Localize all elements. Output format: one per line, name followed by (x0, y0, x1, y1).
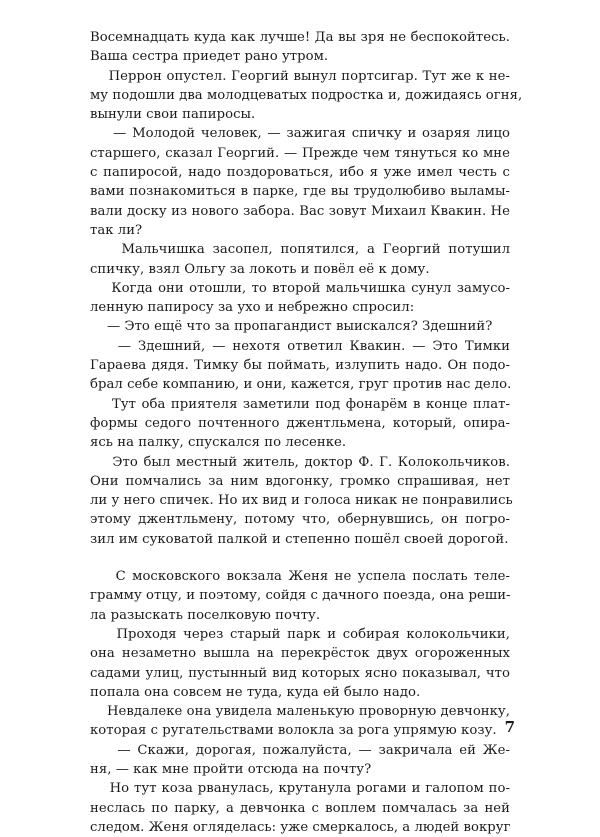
text-line: Восемнадцать куда как лучше! Да вы зря не беспокойтесь. (90, 30, 510, 45)
text-line: Тут оба приятеля заметили под фонарём в конце плат- (90, 396, 510, 412)
text-line: спичку, взял Ольгу за локоть и повёл её к дому. (90, 261, 430, 277)
text-line: Ваша сестра приедет рано утром. (90, 49, 329, 65)
text-line: Невдалеке она увидела маленькую проворную девчонку, (90, 704, 510, 720)
text-line: — Молодой человек, — зажигая спичку и озаряя лицо (90, 126, 510, 142)
text-line: Когда они отошли, то второй мальчишка сунул замусо- (90, 280, 510, 296)
text-line: — Скажи, дорогая, пожалуйста, — закричала ей Же- (90, 742, 510, 758)
text-line: следом. Женя огляделась: уже смеркалось, а людей вокруг (90, 819, 511, 835)
text-line: которая с ругательствами волокла за рога упрямую козу. (90, 723, 497, 739)
text-line: вами познакомиться в парке, где вы трудолюбиво выламы- (90, 184, 510, 200)
text-line: ла разыскать поселковую почту. (90, 607, 321, 623)
text-line: Мальчишка засопел, попятился, а Георгий потушил (90, 242, 510, 258)
text-line: му подошли два молодцеватых подростка и, дожидаясь огня, (90, 87, 523, 103)
text-line: вынули свои папиросы. (90, 107, 256, 123)
text-line: грамму отцу, и поэтому, сойдя с дачного поезда, она реши- (90, 588, 511, 604)
text-line: так ли? (90, 222, 143, 238)
text-line: попала она совсем не туда, куда ей было надо. (90, 684, 421, 700)
text-line: Они помчались за ним вдогонку, громко спрашивая, нет (90, 473, 510, 489)
text-line: зил им суковатой палкой и степенно пошёл своей дорогой. (90, 531, 509, 547)
text-line: Перрон опустел. Георгий вынул портсигар. Тут же к не- (90, 68, 510, 84)
text-line: она незаметно вышла на перекрёсток двух огороженных (90, 646, 510, 662)
text-line: ня, — как мне пройти отсюда на почту? (90, 761, 372, 777)
text-line: — Здешний, — нехотя ответил Квакин. — Это Тимки (90, 338, 510, 354)
section-break (90, 549, 510, 567)
text-line: ли у него спичек. Но их вид и голоса никак не понравились (90, 493, 513, 509)
text-line: садами улиц, пустынный вид которых ясно показывал, что (90, 665, 510, 681)
text-line: ясь на палку, спускался по лесенке. (90, 435, 347, 451)
text-line: С московского вокзала Женя не успела послать теле- (90, 569, 510, 585)
text-line: формы седого почтенного джентльмена, который, опира- (90, 415, 510, 431)
text-line: ленную папиросу за ухо и небрежно спросил: (90, 300, 415, 316)
text-line: этому джентльмену, потому что, обернувшись, он погро- (90, 512, 510, 528)
text-line: Гараева дядя. Тимку бы поймать, излупить надо. Он подо- (90, 358, 510, 374)
text-line: Проходя через старый парк и собирая колокольчики, (90, 626, 510, 642)
text-line: Это был местный житель, доктор Ф. Г. Колокольчиков. (90, 454, 510, 470)
text-line: Но тут коза рванулась, крутанула рогами и галопом по- (90, 781, 510, 797)
text-line: старшего, сказал Георгий. — Прежде чем тянуться ко мне (90, 145, 510, 161)
page-number: 7 (504, 718, 515, 736)
text-line: неслась по парку, а девчонка с воплем помчалась за ней (90, 800, 510, 816)
body-text (90, 28, 523, 837)
text-line: брал себе компанию, и они, кажется, груг против нас дело. (90, 377, 512, 393)
text-line: вали доску из нового забора. Вас зовут Михаил Квакин. Не (90, 203, 510, 219)
text-line: — Это ещё что за пропагандист выискался? Здешний? (90, 319, 493, 335)
text-line: с папиросой, надо поздороваться, ибо я уже имел честь с (90, 165, 510, 181)
